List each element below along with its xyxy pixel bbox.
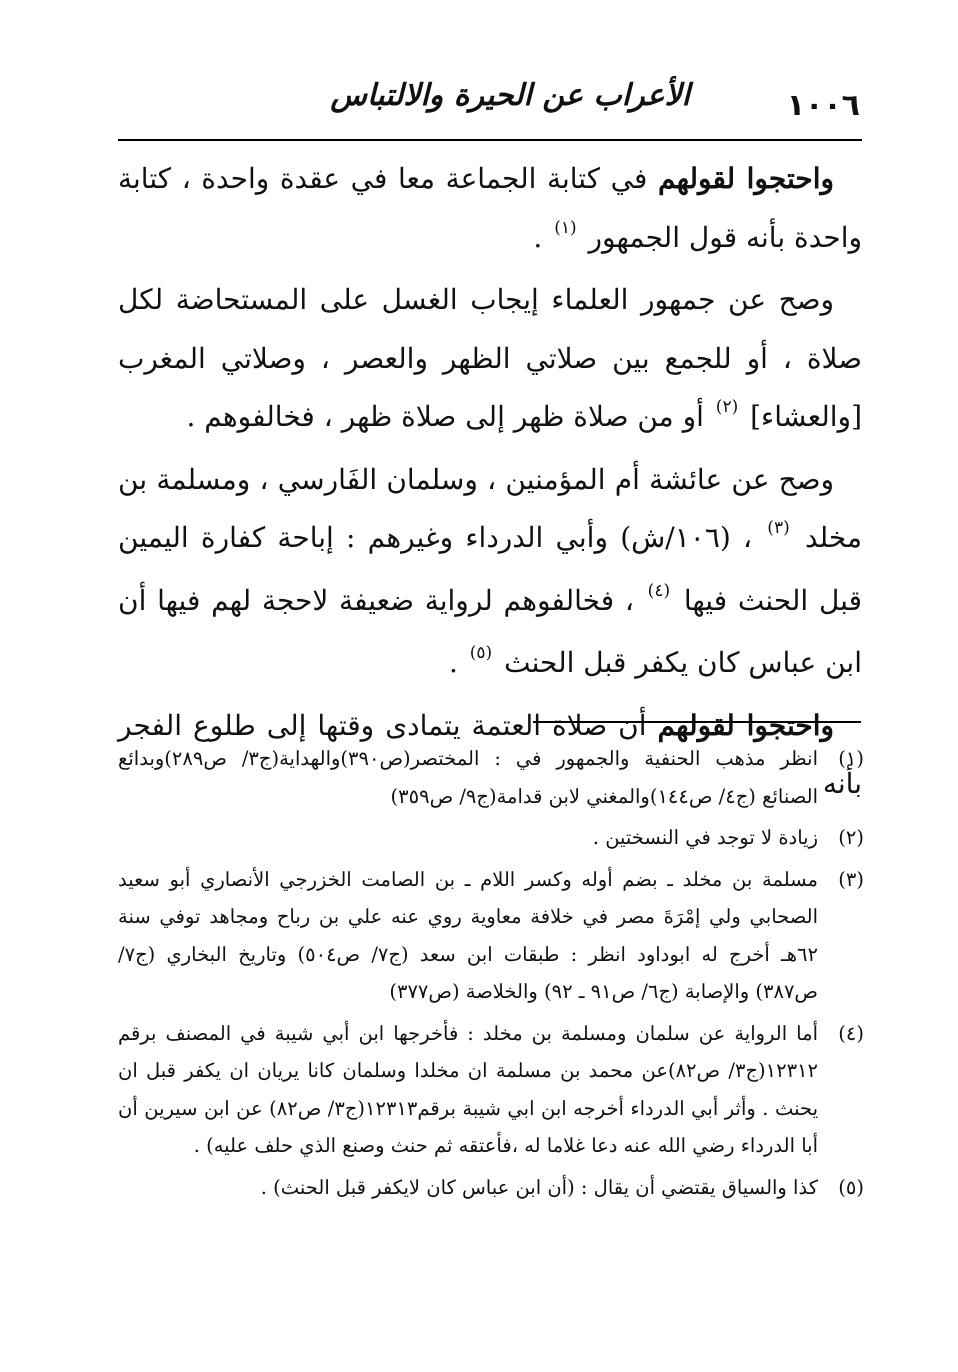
paragraph-1-end: . [533,220,543,254]
paragraph-2-text-b: أو من صلاة ظهر إلى صلاة ظهر ، فخالفوهم . [186,400,704,433]
footnote-number: (١) [838,747,864,770]
page-header [118,78,860,140]
footnote-number: (٥) [838,1175,864,1199]
footnote-text: زيادة لا توجد في النسختين . [592,826,818,849]
book-title: الأعراب عن الحيرة والالتباس [330,78,690,113]
paragraph-2-text-a: وصح عن جمهور العلماء إيجاب الغسل على المستحاضة لكل صلاة ، أو للجمع بين صلاتي الظهر والعصر ، وصلاتي المغرب [والعشاء] [118,283,862,433]
main-text [118,150,862,814]
paragraph-3-end: . [448,646,458,679]
paragraph-3 [118,451,862,697]
footnote [118,861,864,1011]
paragraph-4-text: أن صلاة العتمة يتمادى وقتها إلى طلوع الفجر بأنه [118,708,862,800]
paragraph-1 [118,150,862,271]
paragraph-3-text-b: ، (١٠٦/ش) وأبي الدرداء وغيرهم : إباحة كفارة اليمين قبل الحنث فيها [118,521,863,617]
paragraph-1-text: في كتابة الجماعة معا في عقدة واحدة ، كتابة واحدة بأنه قول الجمهور [118,162,862,254]
footnote-separator [533,721,861,723]
footnote-text: مسلمة بن مخلد ـ بضم أوله وكسر اللام ـ بن الصامت الخزرجي الأنصاري أبو سعيد الصحابي ولي إمْرَةَ مصر في خلافة معاوية روي عنه علي بن رباح ومجاهد توفي سنة ٦٢هـ أخرج له ابوداود انظر : طبقات ابن سعد (ج٧/ ص٥٠٤) وتاريخ البخاري (ج٧/ ص٣٨٧) والإصابة (ج٦/ ص٩١ ـ ٩٢) والخلاصة (ص٣٧٧) [118,867,818,1003]
footnote-number: (٤) [838,1021,864,1045]
header-rule [118,139,862,141]
footnote [118,1169,864,1207]
footnote-ref-2: (٢) [715,397,739,417]
footnotes [118,740,864,1210]
paragraph-1-lead: واحتجوا لقولهم [657,162,834,195]
footnote-ref-3: (٣) [767,518,790,538]
footnote-text: أما الرواية عن سلمان ومسلمة بن مخلد : فأخرجها ابن أبي شيبة في المصنف برقم ١٢٣١٢(ج٣/ ص٨٢)عن محمد بن مسلمة ان مخلدا وسلمان كانا يريان ان يكفر قبل ان يحنث . وأثر أبي الدرداء أخرجه ابن ابي شيبة برقم١٢٣١٣(ج٣/ ص٨٢) عن ابن سيرين أن أبا الدرداء رضي الله عنه دعا غلاما له ،فأعتقه ثم حنث وصنع الذي حلف عليه) . [118,1021,819,1157]
paragraph-2 [118,271,862,451]
paragraph-4-lead: واحتجوا لقولهم [657,708,835,742]
footnote [118,740,864,815]
footnote [118,1015,864,1165]
footnote [118,819,864,857]
paragraph-3-text-c: ، فخالفوهم لرواية ضعيفة لاحجة لهم فيها أن ابن عباس كان يكفر قبل الحنث [118,583,862,679]
footnote-ref-1: (١) [554,217,577,238]
footnote-number: (٣) [838,867,864,891]
footnote-ref-4: (٤) [647,580,671,601]
footnote-text: انظر مذهب الحنفية والجمهور في : المختصر(ص٣٩٠)والهداية(ج٣/ ص٢٨٩)وبدائع الصنائع (ج٤/ ص١٤٤)والمغني لابن قدامة(ج٩/ ص٣٥٩) [118,747,818,808]
paragraph-3-text-a: وصح عن عائشة أم المؤمنين ، وسلمان الفَارسي ، ومسلمة بن مخلد [118,462,862,554]
footnote-number: (٢) [838,826,864,849]
page-number: ١٠٠٦ [786,88,860,123]
footnote-text: كذا والسياق يقتضي أن يقال : (أن ابن عباس كان لايكفر قبل الحنث) . [260,1175,818,1199]
footnote-ref-5: (٥) [469,643,493,663]
